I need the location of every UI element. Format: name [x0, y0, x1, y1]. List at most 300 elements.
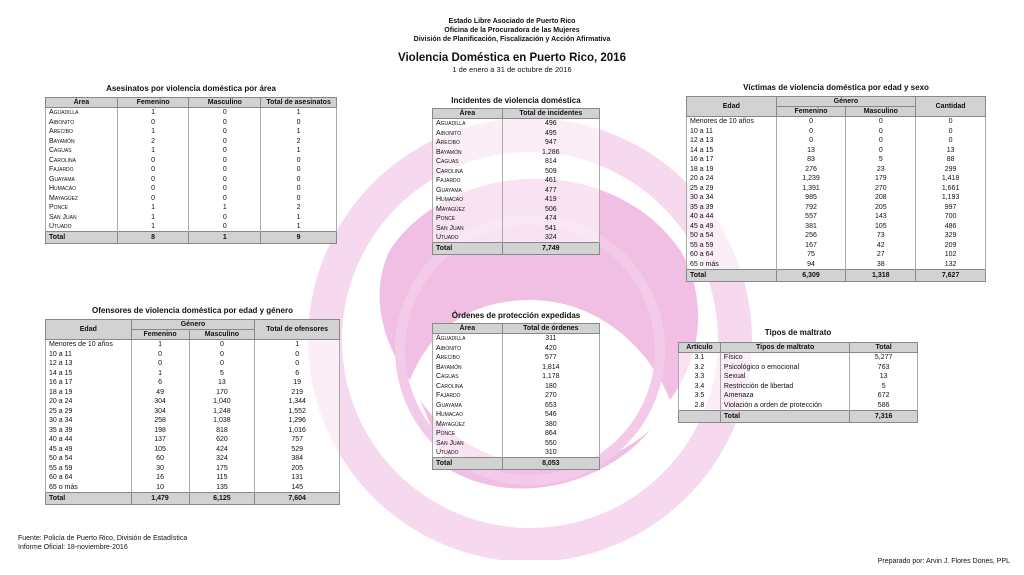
table-cell: 18 a 19 [687, 164, 777, 173]
table-cell: 1 [261, 108, 337, 118]
table-cell: 7,749 [502, 243, 599, 255]
table-cell: 1,248 [189, 406, 255, 415]
table-cell: Guayama [433, 185, 503, 194]
table-cell: 49 [131, 387, 189, 396]
table-row [46, 193, 337, 202]
table-row [679, 381, 918, 390]
table-cell: 329 [916, 231, 986, 240]
table-cell: 550 [502, 438, 599, 447]
table-row [433, 381, 600, 390]
table-cell: 23 [846, 164, 916, 173]
table-cell: 179 [846, 174, 916, 183]
table-cell: 180 [502, 381, 599, 390]
table-cell: 0 [131, 359, 189, 368]
table-cell: San Juan [46, 212, 118, 221]
col-header-tipos-maltrato: Tipos de maltrato [720, 343, 849, 353]
table-row [46, 117, 337, 126]
table-cell: 137 [131, 435, 189, 444]
maltrato-title: Tipos de maltrato [764, 328, 832, 337]
col-header-edad: Edad [687, 97, 777, 117]
table-row [433, 438, 600, 447]
table-cell: 0 [776, 117, 846, 127]
table-cell: 40 a 44 [46, 435, 132, 444]
table-cell: 6 [255, 368, 340, 377]
table-row [687, 145, 986, 154]
table-row [687, 202, 986, 211]
table-cell: 0 [189, 127, 261, 136]
ordenes-title: Órdenes de protección expedidas [451, 311, 581, 320]
table-cell: 143 [846, 212, 916, 221]
table-row [687, 164, 986, 173]
col-header-area: Área [46, 98, 118, 108]
table-cell: 557 [776, 212, 846, 221]
table-row [687, 212, 986, 221]
table-cell: 0 [255, 349, 340, 358]
table-row [687, 117, 986, 127]
table-cell: 474 [502, 214, 599, 223]
asesinatos-table [45, 97, 337, 244]
table-cell: 0 [846, 145, 916, 154]
table-cell: 60 a 64 [46, 473, 132, 482]
table-cell: 1 [261, 127, 337, 136]
table-cell: 132 [916, 259, 986, 269]
table-row [687, 155, 986, 164]
table-cell: 419 [502, 195, 599, 204]
table-cell: 1,296 [255, 416, 340, 425]
table-cell: 20 a 24 [46, 397, 132, 406]
table-row [433, 157, 600, 166]
table-cell: 115 [189, 473, 255, 482]
table-row [46, 212, 337, 221]
table-cell: 105 [846, 221, 916, 230]
table-cell: Fajardo [433, 391, 503, 400]
table-cell: 0 [189, 222, 261, 232]
table-cell: 0 [261, 193, 337, 202]
table-cell: 2 [117, 136, 189, 145]
table-row [679, 362, 918, 371]
table-cell: 0 [189, 136, 261, 145]
table-cell: 13 [776, 145, 846, 154]
table-cell: 299 [916, 164, 986, 173]
table-cell: 20 a 24 [687, 174, 777, 183]
table-cell: 0 [189, 165, 261, 174]
table-cell: Carolina [433, 166, 503, 175]
table-cell: 1 [117, 108, 189, 118]
table-cell: 1 [255, 340, 340, 350]
table-cell: 818 [189, 425, 255, 434]
table-cell: 3.4 [679, 381, 721, 390]
table-row [46, 387, 340, 396]
table-row [46, 406, 340, 415]
table-cell: 1 [117, 203, 189, 212]
table-cell: Fajardo [46, 165, 118, 174]
table-cell: 42 [846, 240, 916, 249]
table-cell: 145 [255, 482, 340, 492]
table-row [433, 362, 600, 371]
table-row [433, 353, 600, 362]
table-row [46, 397, 340, 406]
table-row [433, 204, 600, 213]
table-row [433, 233, 600, 243]
table-cell: Ponce [46, 203, 118, 212]
table-cell: 7,316 [850, 410, 918, 422]
table-cell: Amenaza [720, 391, 849, 400]
table-row [433, 176, 600, 185]
col-header-edad: Edad [46, 320, 132, 340]
table-cell: 672 [850, 391, 918, 400]
table-cell: 60 [131, 454, 189, 463]
table-cell: Físico [720, 353, 849, 363]
table-cell: Total [46, 232, 118, 244]
table-cell: 19 [255, 378, 340, 387]
table-cell: 424 [189, 444, 255, 453]
table-cell: 1 [131, 368, 189, 377]
table-row [687, 174, 986, 183]
table-cell: 1 [189, 203, 261, 212]
table-cell: 0 [916, 117, 986, 127]
table-cell: Utuado [46, 222, 118, 232]
table-cell: 0 [261, 155, 337, 164]
table-cell [679, 410, 721, 422]
table-cell: Guayama [46, 174, 118, 183]
table-row [46, 203, 337, 212]
table-cell: Menores de 10 años [687, 117, 777, 127]
table-cell: 10 a 11 [46, 349, 132, 358]
table-row [46, 165, 337, 174]
table-row [679, 391, 918, 400]
header-line-3: División de Planificación, Fiscalización y Acción Afirmativa [413, 36, 611, 43]
table-row [433, 419, 600, 428]
col-header-area: Área [433, 109, 503, 119]
table-cell: 30 a 34 [46, 416, 132, 425]
table-row [46, 136, 337, 145]
table-cell: 8,053 [502, 458, 599, 470]
table-cell: 1,418 [916, 174, 986, 183]
table-cell: 205 [255, 463, 340, 472]
table-row [46, 174, 337, 183]
table-cell: 653 [502, 400, 599, 409]
table-cell: San Juan [433, 223, 503, 232]
col-header-total-asesinatos: Total de asesinatos [261, 98, 337, 108]
table-cell: 1,239 [776, 174, 846, 183]
table-cell: 131 [255, 473, 340, 482]
table-cell: Aibonito [433, 128, 503, 137]
table-cell: Bayamón [433, 147, 503, 156]
table-row [687, 126, 986, 135]
table-cell: 496 [502, 119, 599, 129]
table-cell: 75 [776, 250, 846, 259]
table-cell: 38 [846, 259, 916, 269]
table-cell: 1,391 [776, 183, 846, 192]
table-cell: 18 a 19 [46, 387, 132, 396]
table-cell: 105 [131, 444, 189, 453]
table-cell: 256 [776, 231, 846, 240]
table-cell: Restricción de libertad [720, 381, 849, 390]
col-header-total: Total [850, 343, 918, 353]
table-cell: 40 a 44 [687, 212, 777, 221]
table-cell: 461 [502, 176, 599, 185]
table-cell: Total [720, 410, 849, 422]
col-header-masculino: Masculino [846, 107, 916, 117]
table-cell: 0 [776, 126, 846, 135]
table-cell: 1,552 [255, 406, 340, 415]
table-cell: 0 [261, 117, 337, 126]
col-header-total-ofensores: Total de ofensores [255, 320, 340, 340]
table-row [46, 473, 340, 482]
table-cell: Total [433, 243, 503, 255]
table-cell: 1,344 [255, 397, 340, 406]
table-row [46, 444, 340, 453]
table-cell: 0 [189, 155, 261, 164]
victimas-table [686, 96, 986, 282]
table-cell: 276 [776, 164, 846, 173]
table-row [46, 108, 337, 118]
table-row [687, 136, 986, 145]
table-cell: Aibonito [433, 343, 503, 352]
table-row [433, 166, 600, 175]
table-cell: 1 [261, 146, 337, 155]
table-cell: Ponce [433, 214, 503, 223]
table-cell: Mayagüez [46, 193, 118, 202]
col-header-masculino: Masculino [189, 330, 255, 340]
table-cell: Carolina [433, 381, 503, 390]
table-cell: 304 [131, 397, 189, 406]
table-cell: 50 a 54 [46, 454, 132, 463]
table-cell: Aguadilla [433, 334, 503, 344]
table-cell: Carolina [46, 155, 118, 164]
table-cell: 5,277 [850, 353, 918, 363]
table-cell: 1,318 [846, 269, 916, 281]
col-header-cantidad: Cantidad [916, 97, 986, 117]
table-cell: Total [46, 492, 132, 504]
table-cell: 0 [846, 136, 916, 145]
incidentes-title: Incidentes de violencia doméstica [451, 96, 581, 105]
table-cell: 0 [261, 165, 337, 174]
table-row [46, 416, 340, 425]
table-row [433, 429, 600, 438]
table-row [433, 448, 600, 458]
table-cell: 1,178 [502, 372, 599, 381]
table-cell: 88 [916, 155, 986, 164]
table-cell: 947 [502, 138, 599, 147]
maltrato-table [678, 342, 918, 423]
ofensores-title: Ofensores de violencia doméstica por edad y género [92, 306, 293, 315]
table-cell: Caguas [46, 146, 118, 155]
table-cell: 270 [502, 391, 599, 400]
table-cell: 16 [131, 473, 189, 482]
table-cell: 0 [189, 193, 261, 202]
total-row [687, 269, 986, 281]
table-cell: 324 [502, 233, 599, 243]
table-cell: Aguadilla [433, 119, 503, 129]
table-cell: 997 [916, 202, 986, 211]
table-cell: 1,479 [131, 492, 189, 504]
table-cell: Arecibo [46, 127, 118, 136]
table-cell: 0 [846, 126, 916, 135]
table-cell: 506 [502, 204, 599, 213]
table-row [433, 214, 600, 223]
col-header-total-ordenes: Total de órdenes [502, 324, 599, 334]
table-cell: Bayamón [46, 136, 118, 145]
victimas-title: Víctimas de violencia doméstica por edad y sexo [743, 83, 929, 92]
table-cell: 50 a 54 [687, 231, 777, 240]
table-cell: 45 a 49 [687, 221, 777, 230]
table-row [687, 231, 986, 240]
footer-prepared-by: Preparado por: Arvin J. Flores Dones, PPL [877, 558, 1010, 565]
table-row [687, 240, 986, 249]
table-row [46, 359, 340, 368]
table-cell: 0 [189, 349, 255, 358]
table-cell: 65 o más [687, 259, 777, 269]
table-row [433, 185, 600, 194]
footer-source: Fuente: Policía de Puerto Rico, División de Estadística [18, 535, 188, 542]
footer-report-date: Informe Oficial: 18-noviembre-2016 [18, 544, 128, 551]
table-cell: 94 [776, 259, 846, 269]
page-subtitle: 1 de enero a 31 de octubre de 2016 [452, 65, 572, 74]
table-cell: 3.2 [679, 362, 721, 371]
table-cell: 0 [255, 359, 340, 368]
table-cell: 529 [255, 444, 340, 453]
table-cell: 0 [117, 193, 189, 202]
table-cell: Guayama [433, 400, 503, 409]
table-cell: 1,661 [916, 183, 986, 192]
table-cell: 73 [846, 231, 916, 240]
table-cell: 792 [776, 202, 846, 211]
table-cell: 12 a 13 [46, 359, 132, 368]
table-row [46, 146, 337, 155]
table-row [433, 391, 600, 400]
col-header-genero: Género [776, 97, 916, 107]
table-cell: 6,125 [189, 492, 255, 504]
table-row [433, 128, 600, 137]
table-cell: 0 [189, 108, 261, 118]
table-cell: 27 [846, 250, 916, 259]
table-cell: 35 a 39 [46, 425, 132, 434]
table-cell: 0 [189, 184, 261, 193]
table-cell: 5 [850, 381, 918, 390]
table-cell: 757 [255, 435, 340, 444]
table-cell: 45 a 49 [46, 444, 132, 453]
table-cell: 477 [502, 185, 599, 194]
table-cell: Utuado [433, 448, 503, 458]
table-cell: 1 [261, 222, 337, 232]
table-row [679, 353, 918, 363]
table-cell: 864 [502, 429, 599, 438]
table-cell: 13 [916, 145, 986, 154]
table-cell: 102 [916, 250, 986, 259]
incidentes-table [432, 108, 600, 255]
table-cell: 0 [189, 146, 261, 155]
table-cell: 1 [261, 212, 337, 221]
table-cell: 30 a 34 [687, 193, 777, 202]
table-row [46, 435, 340, 444]
header-line-1: Estado Libre Asociado de Puerto Rico [448, 18, 576, 25]
table-cell: Mayagüez [433, 204, 503, 213]
table-cell: 0 [117, 174, 189, 183]
table-cell: 10 [131, 482, 189, 492]
table-cell: Humacao [433, 410, 503, 419]
table-cell: 1,016 [255, 425, 340, 434]
table-row [687, 221, 986, 230]
table-row [46, 454, 340, 463]
table-row [687, 259, 986, 269]
table-cell: 14 a 15 [46, 368, 132, 377]
table-cell: Arecibo [433, 138, 503, 147]
table-cell: 5 [189, 368, 255, 377]
table-cell: 304 [131, 406, 189, 415]
table-cell: Utuado [433, 233, 503, 243]
table-cell: Humacao [46, 184, 118, 193]
table-row [433, 223, 600, 232]
table-cell: 60 a 64 [687, 250, 777, 259]
table-cell: 25 a 29 [687, 183, 777, 192]
table-cell: Aibonito [46, 117, 118, 126]
table-cell: 6 [131, 378, 189, 387]
table-cell: 700 [916, 212, 986, 221]
total-row [46, 492, 340, 504]
table-cell: Aguadilla [46, 108, 118, 118]
table-cell: 1,038 [189, 416, 255, 425]
table-row [46, 482, 340, 492]
table-cell: Fajardo [433, 176, 503, 185]
table-row [433, 195, 600, 204]
table-cell: San Juan [433, 438, 503, 447]
table-cell: 0 [916, 126, 986, 135]
table-cell: 0 [261, 184, 337, 193]
table-cell: Total [687, 269, 777, 281]
table-cell: 381 [776, 221, 846, 230]
table-row [433, 343, 600, 352]
table-cell: 985 [776, 193, 846, 202]
table-row [46, 425, 340, 434]
table-cell: 1 [117, 146, 189, 155]
table-cell: 6,309 [776, 269, 846, 281]
table-cell: 258 [131, 416, 189, 425]
table-row [46, 463, 340, 472]
table-row [679, 400, 918, 410]
table-cell: 205 [846, 202, 916, 211]
table-cell: 5 [846, 155, 916, 164]
table-cell: Sexual [720, 372, 849, 381]
table-cell: 0 [776, 136, 846, 145]
table-row [433, 334, 600, 344]
table-cell: Violación a orden de protección [720, 400, 849, 410]
table-cell: 209 [916, 240, 986, 249]
table-cell: 0 [261, 174, 337, 183]
table-cell: 2.8 [679, 400, 721, 410]
table-cell: 83 [776, 155, 846, 164]
table-cell: Bayamón [433, 362, 503, 371]
table-cell: Caguas [433, 157, 503, 166]
table-cell: 814 [502, 157, 599, 166]
col-header-femenino: Femenino [776, 107, 846, 117]
table-cell: 175 [189, 463, 255, 472]
report-header [312, 17, 712, 44]
table-cell: 35 a 39 [687, 202, 777, 211]
table-cell: Total [433, 458, 503, 470]
table-row [46, 349, 340, 358]
table-cell: 14 a 15 [687, 145, 777, 154]
table-cell: 0 [189, 340, 255, 350]
table-cell: 0 [189, 117, 261, 126]
table-cell: Ponce [433, 429, 503, 438]
col-header-femenino: Femenino [117, 98, 189, 108]
table-cell: 170 [189, 387, 255, 396]
table-cell: 1 [117, 127, 189, 136]
table-cell: 763 [850, 362, 918, 371]
table-cell: 0 [117, 184, 189, 193]
table-cell: Humacao [433, 195, 503, 204]
